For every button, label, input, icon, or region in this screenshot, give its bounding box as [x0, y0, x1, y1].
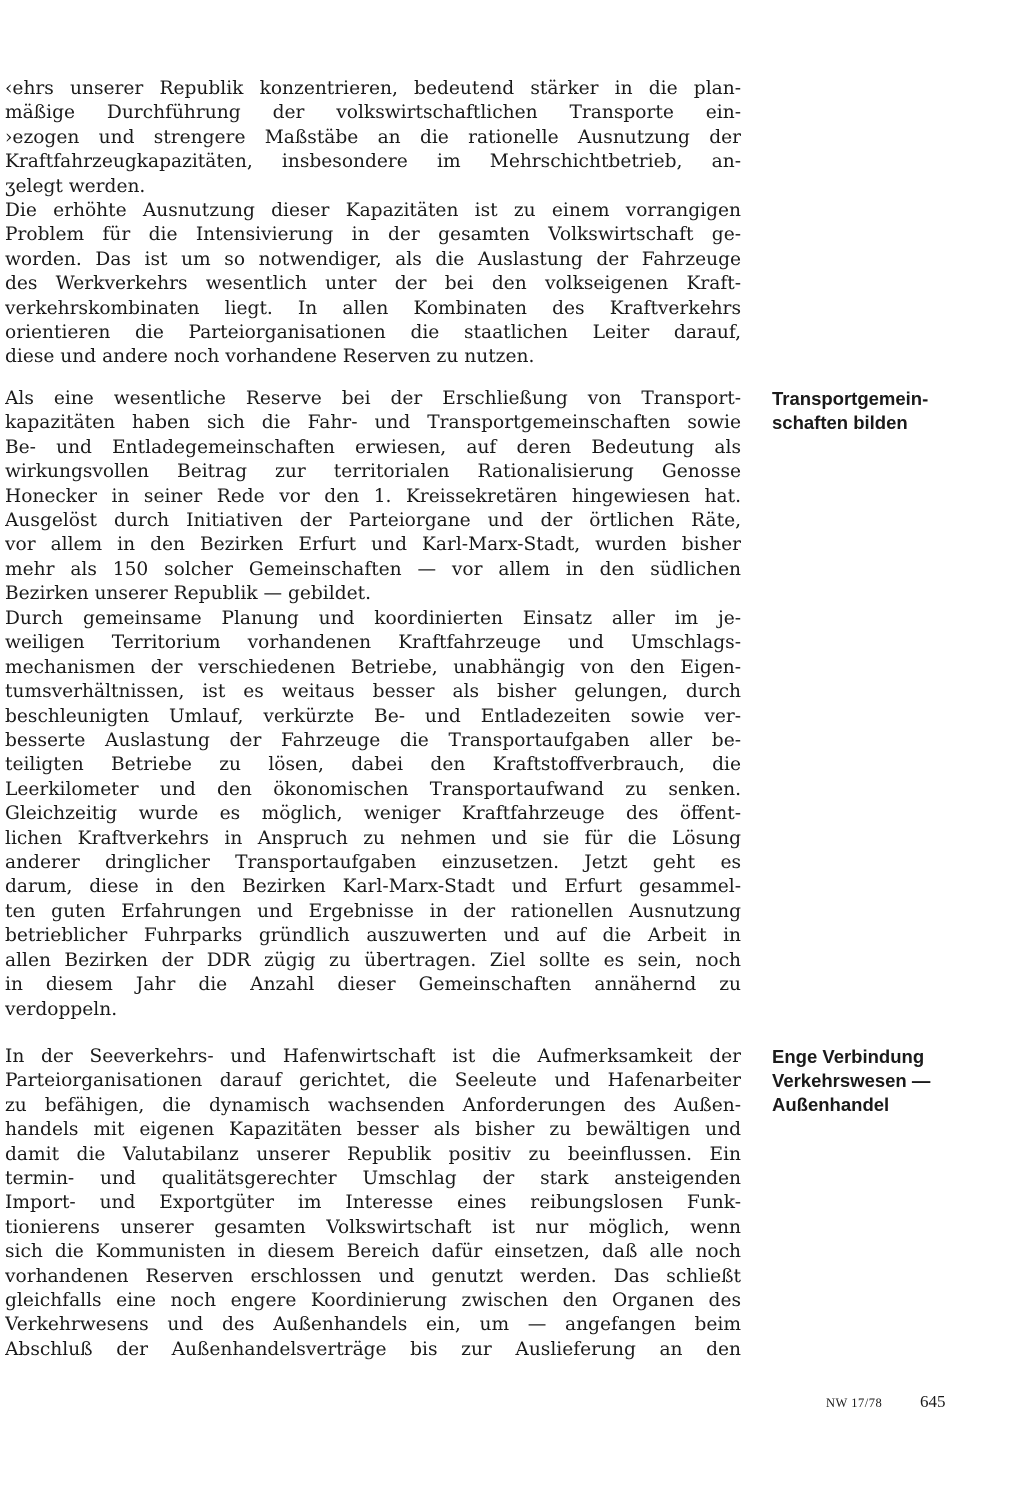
margin-heading-transportgemeinschaften [772, 387, 1002, 435]
text-line: diese und andere noch vorhandene Reserven zu nutzen. [5, 346, 535, 368]
margin-heading-line: Enge Verbindung [772, 1046, 925, 1067]
text-line: Leerkilometer und den ökonomischen Transportaufwand zu senken. [5, 778, 741, 800]
text-line: wirkungsvollen Beitrag zur territorialen Rationalisierung Genosse [5, 461, 741, 483]
text-line: Die erhöhte Ausnutzung dieser Kapazitäten ist zu einem vorrangigen [5, 200, 741, 221]
text-line: besserte Auslastung der Fahrzeuge die Transportaufgaben aller be- [5, 730, 741, 752]
text-line: des Werkverkehrs wesentlich unter der bei den volkseigenen Kraft- [5, 273, 741, 295]
text-line: sich die Kommunisten in diesem Bereich dafür einsetzen, daß alle noch [5, 1241, 741, 1263]
text-line: betrieblicher Fuhrparks gründlich auszuwerten und auf die Arbeit in [5, 925, 741, 947]
text-line: Problem für die Intensivierung in der gesamten Volkswirtschaft ge- [5, 224, 741, 246]
text-line: vorhandenen Reserven erschlossen und genutzt werden. Das schließt [5, 1265, 741, 1287]
text-line: tumsverhältnissen, ist es weitaus besser als bisher gelungen, durch [5, 681, 741, 703]
text-line: handels mit eigenen Kapazitäten besser als bisher zu bewältigen und [5, 1119, 741, 1141]
body-paragraph-5 [5, 1045, 741, 1362]
body-paragraph-3 [5, 387, 741, 607]
text-line: lichen Kraftverkehrs in Anspruch zu nehmen und sie für die Lösung [5, 827, 741, 849]
paragraph-text [5, 199, 741, 370]
text-line: in diesem Jahr die Anzahl dieser Gemeinschaften annähernd zu [5, 974, 741, 996]
text-line: Abschluß der Außenhandelsverträge bis zur Auslieferung an den [5, 1338, 741, 1360]
paragraph-text [5, 77, 741, 199]
text-line: mäßige Durchführung der volkswirtschaftlichen Transporte ein- [5, 102, 741, 124]
text-line: Import- und Exportgüter im Interesse eines reibungslosen Funk- [5, 1192, 741, 1214]
paragraph-text [5, 607, 741, 1022]
text-line: Honecker in seiner Rede vor den 1. Kreissekretären hingewiesen hat. [5, 485, 741, 507]
paragraph-text [5, 387, 741, 607]
margin-heading-line: Verkehrswesen — [772, 1070, 931, 1091]
text-line: zu befähigen, die dynamisch wachsenden Anforderungen des Außen- [5, 1094, 741, 1116]
text-line: teiligten Betriebe zu lösen, dabei den Kraftstoffverbrauch, die [5, 754, 741, 776]
text-line: mehr als 150 solcher Gemeinschaften — vor allem in den südlichen [5, 558, 741, 580]
text-line: ʒelegt werden. [5, 175, 146, 197]
text-line: kapazitäten haben sich die Fahr- und Transportgemeinschaften sowie [5, 412, 741, 434]
body-paragraph-2 [5, 199, 741, 370]
text-line: Be- und Entladegemeinschaften erwiesen, auf deren Bedeutung als [5, 436, 741, 458]
issue-number: NW 17/78 [826, 1396, 883, 1410]
text-line: allen Bezirken der DDR zügig zu übertragen. Ziel sollte es sein, noch [5, 949, 741, 971]
margin-heading-line: Transportgemein- [772, 388, 929, 409]
text-line: Parteiorganisationen darauf gerichtet, die Seeleute und Hafenarbeiter [5, 1070, 741, 1092]
text-line: darum, diese in den Bezirken Karl-Marx-Stadt und Erfurt gesammel- [5, 876, 741, 898]
body-paragraph-1 [5, 77, 741, 199]
text-line: ten guten Erfahrungen und Ergebnisse in der rationellen Ausnutzung [5, 900, 741, 922]
text-line: orientieren die Parteiorganisationen die staatlichen Leiter darauf, [5, 322, 741, 344]
text-line: damit die Valutabilanz unserer Republik positiv zu beeinflussen. Ein [5, 1143, 741, 1165]
text-line: ›ezogen und strengere Maßstäbe an die rationelle Ausnutzung der [5, 126, 741, 148]
margin-heading-line: Außenhandel [772, 1094, 890, 1115]
text-line: verkehrskombinaten liegt. In allen Kombinaten des Kraftverkehrs [5, 297, 741, 319]
body-paragraph-4 [5, 607, 741, 1022]
text-line: Ausgelöst durch Initiativen der Parteiorgane und der örtlichen Räte, [5, 510, 741, 532]
text-line: beschleunigten Umlauf, verkürzte Be- und Entladezeiten sowie ver- [5, 705, 741, 727]
text-line: worden. Das ist um so notwendiger, als die Auslastung der Fahrzeuge [5, 248, 741, 270]
margin-heading-verkehrswesen-aussenhandel [772, 1045, 1002, 1117]
paragraph-text [5, 1045, 741, 1362]
text-line: In der Seeverkehrs- und Hafenwirtschaft ist die Aufmerksamkeit der [5, 1046, 741, 1067]
text-line: Bezirken unserer Republik — gebildet. [5, 583, 371, 605]
text-line: tionierens unserer gesamten Volkswirtschaft ist nur möglich, wenn [5, 1216, 741, 1238]
text-line: Als eine wesentliche Reserve bei der Erschließung von Transport- [5, 388, 741, 409]
text-line: Kraftfahrzeugkapazitäten, insbesondere im Mehrschichtbetrieb, an- [5, 151, 741, 173]
text-line: gleichfalls eine noch engere Koordinierung zwischen den Organen des [5, 1290, 741, 1312]
text-line: Gleichzeitig wurde es möglich, weniger Kraftfahrzeuge des öffent- [5, 803, 741, 825]
page-number: 645 [920, 1392, 946, 1411]
text-line: ‹ehrs unserer Republik konzentrieren, bedeutend stärker in die plan- [5, 78, 741, 99]
margin-heading-line: schaften bilden [772, 412, 908, 433]
text-line: Verkehrwesens und des Außenhandels ein, um — angefangen beim [5, 1314, 741, 1336]
text-line: Durch gemeinsame Planung und koordinierten Einsatz aller im je- [5, 608, 741, 629]
text-line: vor allem in den Bezirken Erfurt und Karl-Marx-Stadt, wurden bisher [5, 534, 741, 556]
text-line: verdoppeln. [5, 998, 118, 1020]
text-line: weiligen Territorium vorhandenen Kraftfahrzeuge und Umschlags- [5, 632, 741, 654]
text-line: mechanismen der verschiedenen Betriebe, unabhängig von den Eigen- [5, 656, 741, 678]
text-line: termin- und qualitätsgerechter Umschlag der stark ansteigenden [5, 1168, 741, 1190]
text-line: anderer dringlicher Transportaufgaben einzusetzen. Jetzt geht es [5, 852, 741, 874]
